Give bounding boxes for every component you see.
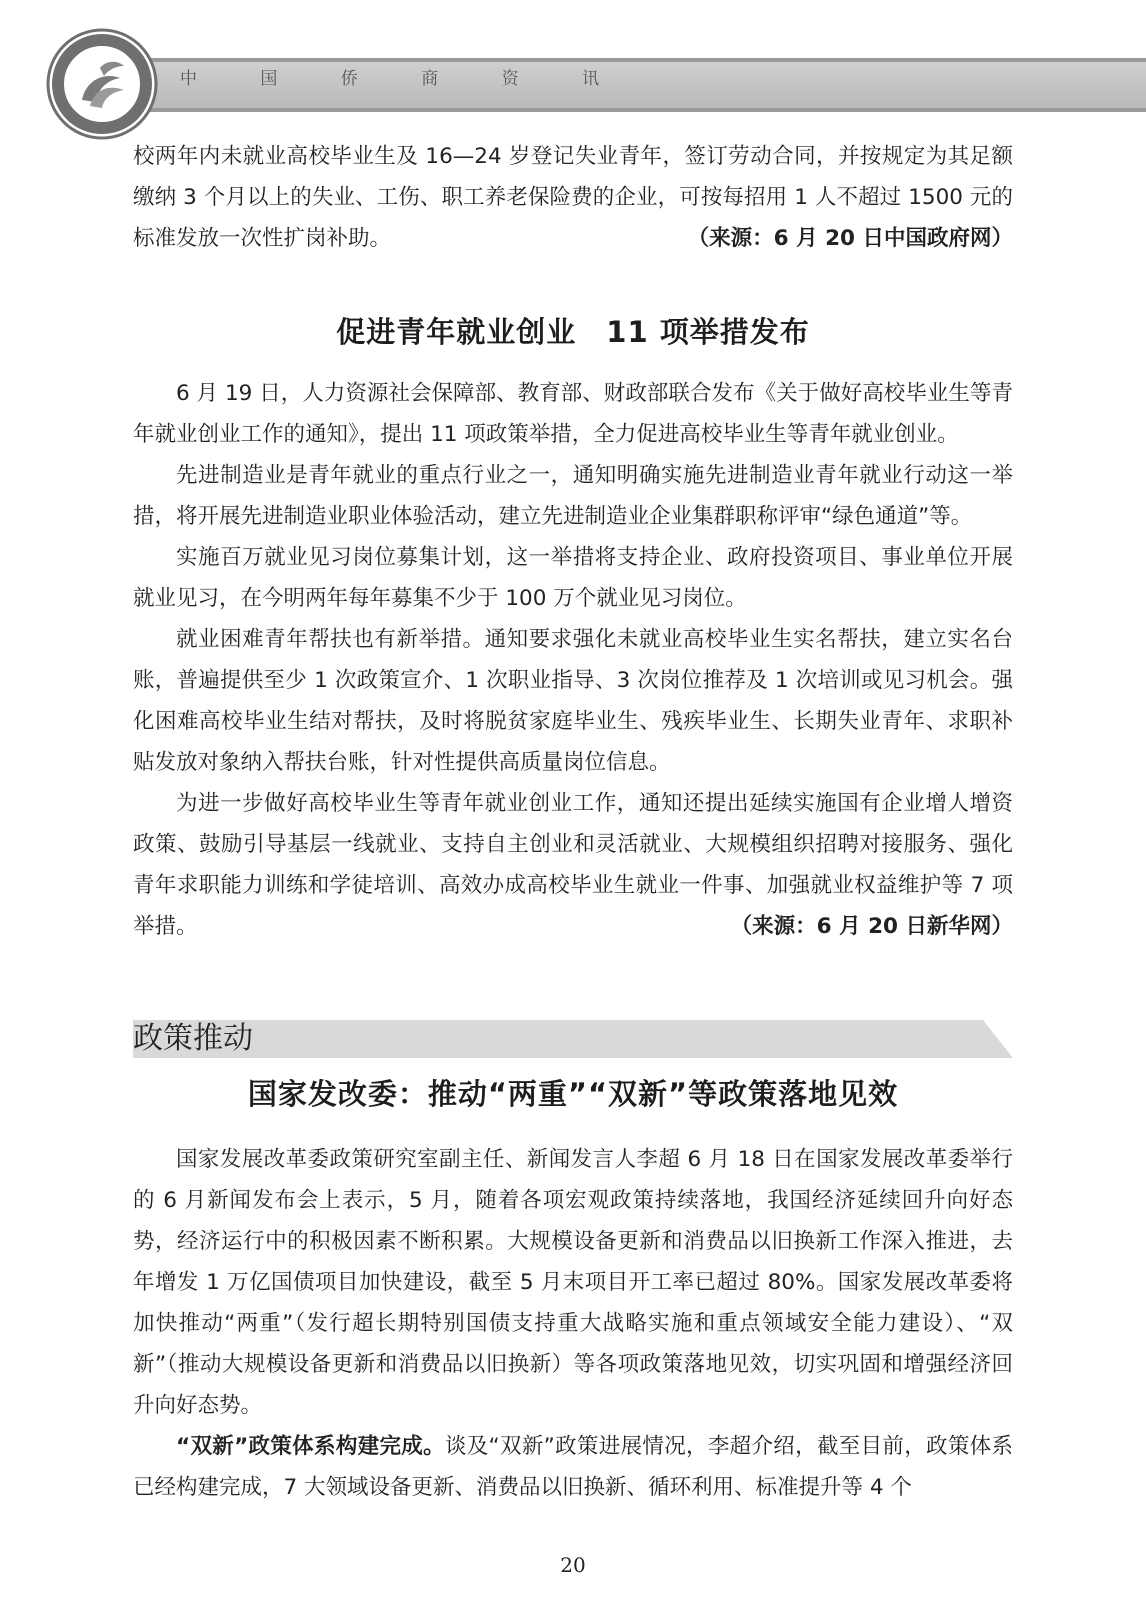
source-note: （来源：6 月 20 日中国政府网） <box>687 226 1013 251</box>
organization-logo-icon <box>46 28 158 140</box>
article-ndrc-policy <box>133 1072 1013 1508</box>
page-number: 20 <box>560 1553 586 1577</box>
header-title: 中 国 侨 商 资 讯 <box>180 69 629 89</box>
bold-lead: “双新”政策体系构建完成。 <box>176 1434 445 1459</box>
paragraph-text: 谈及“双新”政策进展情况，李超介绍，截至目前，政策体系已经构建完成，7 大领域设备更新、消费品以旧换新、循环利用、标准提升等 4 个 <box>133 1434 1014 1500</box>
page-header <box>0 0 1146 150</box>
article-paragraph: 实施百万就业见习岗位募集计划，这一举措将支持企业、政府投资项目、事业单位开展就业见习，在今明两年每年募集不少于 100 万个就业见习岗位。 <box>133 545 1013 611</box>
article-paragraph: 为进一步做好高校毕业生等青年就业创业工作，通知还提出延续实施国有企业增人增资政策、鼓励引导基层一线就业、支持自主创业和灵活就业、大规模组织招聘对接服务、强化青年求职能力训练和学徒培训、高效办成高校毕业生就业一件事、加强就业权益维护等 7 项举措。 <box>133 791 1013 939</box>
continued-article <box>133 136 1013 259</box>
section-band-shape <box>133 1020 1013 1058</box>
article-youth-employment <box>133 310 1013 947</box>
source-note: （来源：6 月 20 日新华网） <box>730 914 1013 939</box>
article-paragraph <box>133 1426 1013 1508</box>
article-title: 国家发改委：推动“两重”“双新”等政策落地见效 <box>247 1077 899 1111</box>
article-title: 促进青年就业创业 11 项举措发布 <box>336 315 810 349</box>
article-paragraph: 就业困难青年帮扶也有新举措。通知要求强化未就业高校毕业生实名帮扶，建立实名台账，普遍提供至少 1 次政策宣介、1 次职业指导、3 次岗位推荐及 1 次培训或见习机会。强化困难高校毕业生结对帮扶，及时将脱贫家庭毕业生、残疾毕业生、长期失业青年、求职补贴发放对象纳入帮扶台账，针对性提供高质量岗位信息。 <box>133 627 1013 775</box>
section-label: 政策推动 <box>133 1021 253 1056</box>
article-paragraph: 国家发展改革委政策研究室副主任、新闻发言人李超 6 月 18 日在国家发展改革委举行的 6 月新闻发布会上表示，5 月，随着各项宏观政策持续落地，我国经济延续回升向好态势，经济运行中的积极因素不断积累。大规模设备更新和消费品以旧换新工作深入推进，去年增发 1 万亿国债项目加快建设，截至 5 月末项目开工率已超过 80%。国家发展改革委将加快推动“两重”（发行超长期特别国债支持重大战略实施和重点领域安全能力建设）、“双新”（推动大规模设备更新和消费品以旧换新）等各项政策落地见效，切实巩固和增强经济回升向好态势。 <box>133 1147 1013 1418</box>
article-paragraph: 6 月 19 日，人力资源社会保障部、教育部、财政部联合发布《关于做好高校毕业生等青年就业创业工作的通知》，提出 11 项政策举措，全力促进高校毕业生等青年就业创业。 <box>133 381 1013 447</box>
section-header <box>133 1020 1013 1058</box>
article-paragraph: 先进制造业是青年就业的重点行业之一，通知明确实施先进制造业青年就业行动这一举措，将开展先进制造业职业体验活动，建立先进制造业企业集群职称评审“绿色通道”等。 <box>133 463 1013 529</box>
continued-paragraph: 校两年内未就业高校毕业生及 16—24 岁登记失业青年，签订劳动合同，并按规定为其足额缴纳 3 个月以上的失业、工伤、职工养老保险费的企业，可按每招用 1 人不超过 1500 元的标准发放一次性扩岗补助。 <box>133 144 1013 251</box>
